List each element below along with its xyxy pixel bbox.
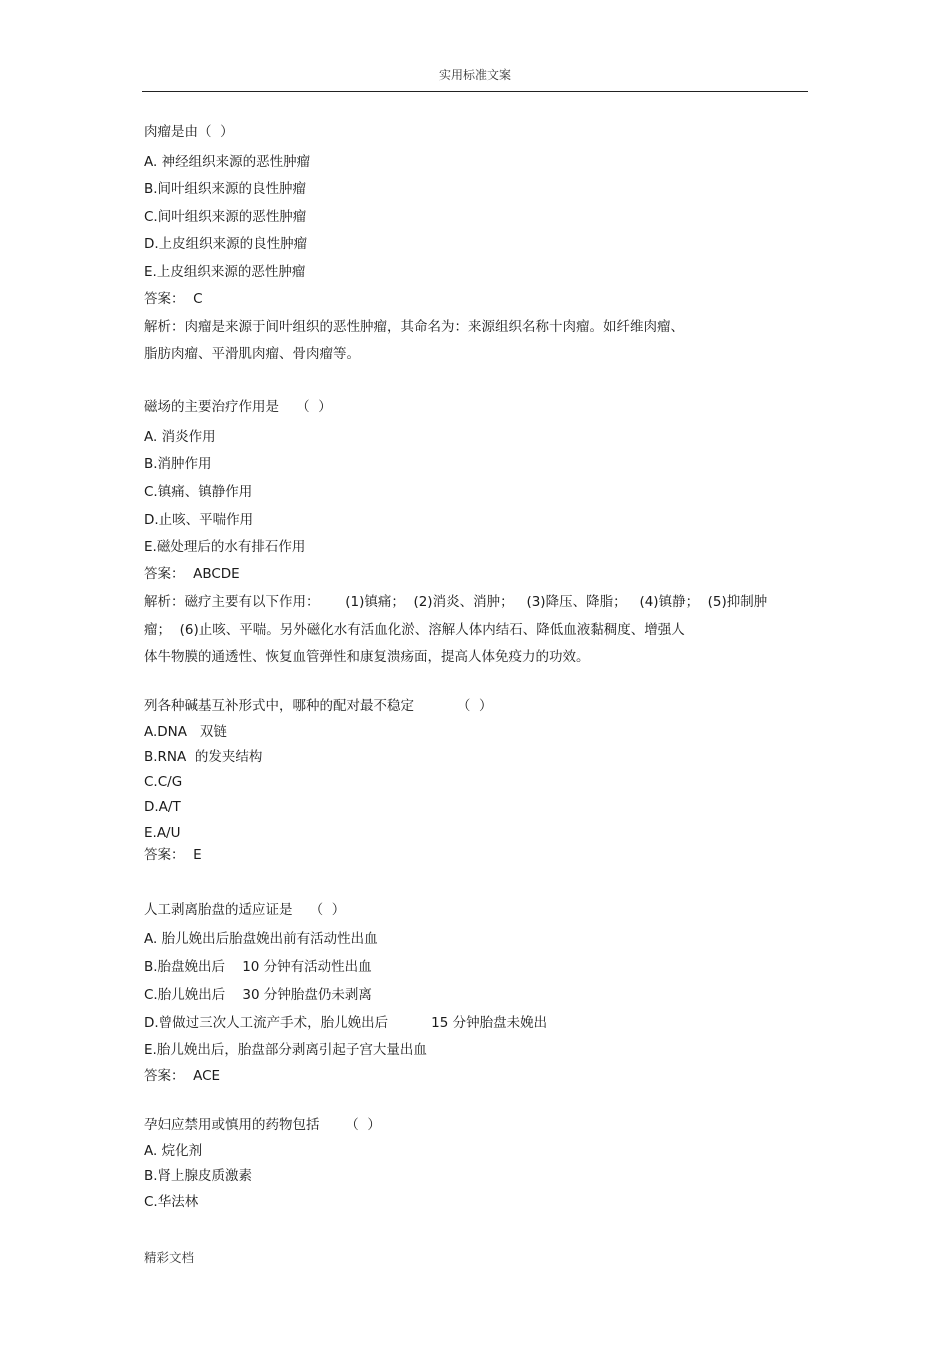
- option-d: D.A/T: [144, 799, 181, 815]
- option-c: C.胎儿娩出后 30 分钟胎盘仍未剥离: [144, 987, 372, 1003]
- option-a: A. 消炎作用: [144, 429, 216, 445]
- analysis-line: 瘤； (6)止咳、平喘。另外磁化水有活血化淤、溶解人体内结石、降低血液黏稠度、增强人: [144, 622, 685, 638]
- analysis-line: 体牛物膜的通透性、恢复血管弹性和康复溃疡面，提高人体免疫力的功效。: [144, 649, 590, 665]
- option-c: C.间叶组织来源的恶性肿瘤: [144, 209, 307, 225]
- analysis-line: 脂肪肉瘤、平滑肌肉瘤、骨肉瘤等。: [144, 346, 360, 362]
- option-c: C.华法林: [144, 1194, 199, 1210]
- option-d: D.曾做过三次人工流产手术，胎儿娩出后 15 分钟胎盘未娩出: [144, 1015, 548, 1031]
- question-stem: 人工剥离胎盘的适应证是 （ ）: [144, 902, 346, 918]
- option-c: C.镇痛、镇静作用: [144, 484, 253, 500]
- page-footer: 精彩文档: [144, 1250, 195, 1265]
- question-stem: 肉瘤是由（ ）: [144, 124, 234, 140]
- option-c: C.C/G: [144, 774, 183, 790]
- option-a: A. 胎儿娩出后胎盘娩出前有活动性出血: [144, 931, 378, 947]
- header-title: 实用标准文案: [438, 68, 511, 82]
- answer: 答案： E: [144, 847, 202, 863]
- question-stem: 孕妇应禁用或慎用的药物包括 （ ）: [144, 1117, 381, 1133]
- option-e: E.A/U: [144, 825, 181, 841]
- answer: 答案： ABCDE: [144, 566, 240, 582]
- option-e: E.上皮组织来源的恶性肿瘤: [144, 264, 306, 280]
- question-stem: 列各种碱基互补形式中，哪种的配对最不稳定 （ ）: [144, 698, 493, 714]
- option-b: B.胎盘娩出后 10 分钟有活动性出血: [144, 959, 372, 975]
- option-a: A.DNA 双链: [144, 724, 227, 740]
- answer: 答案： C: [144, 291, 203, 307]
- option-b: B.间叶组织来源的良性肿瘤: [144, 181, 307, 197]
- option-e: E.磁处理后的水有排石作用: [144, 539, 306, 555]
- option-b: B.消肿作用: [144, 456, 212, 472]
- option-e: E.胎儿娩出后，胎盘部分剥离引起子宫大量出血: [144, 1042, 427, 1058]
- analysis-line: 解析：磁疗主要有以下作用： (1)镇痛； (2)消炎、消肿； (3)降压、降脂； (4)镇静； (5)抑制肿: [144, 594, 768, 610]
- option-b: B.肾上腺皮质激素: [144, 1168, 253, 1184]
- option-a: A. 神经组织来源的恶性肿瘤: [144, 154, 311, 170]
- option-a: A. 烷化剂: [144, 1143, 203, 1159]
- option-d: D.止咳、平喘作用: [144, 512, 254, 528]
- option-b: B.RNA 的发夹结构: [144, 749, 263, 765]
- analysis-line: 解析：肉瘤是来源于间叶组织的恶性肿瘤，其命名为：来源组织名称十肉瘤。如纤维肉瘤、: [144, 319, 684, 335]
- answer: 答案： ACE: [144, 1068, 221, 1084]
- option-d: D.上皮组织来源的良性肿瘤: [144, 236, 308, 252]
- header-divider: [142, 91, 808, 92]
- question-stem: 磁场的主要治疗作用是 （ ）: [144, 399, 332, 415]
